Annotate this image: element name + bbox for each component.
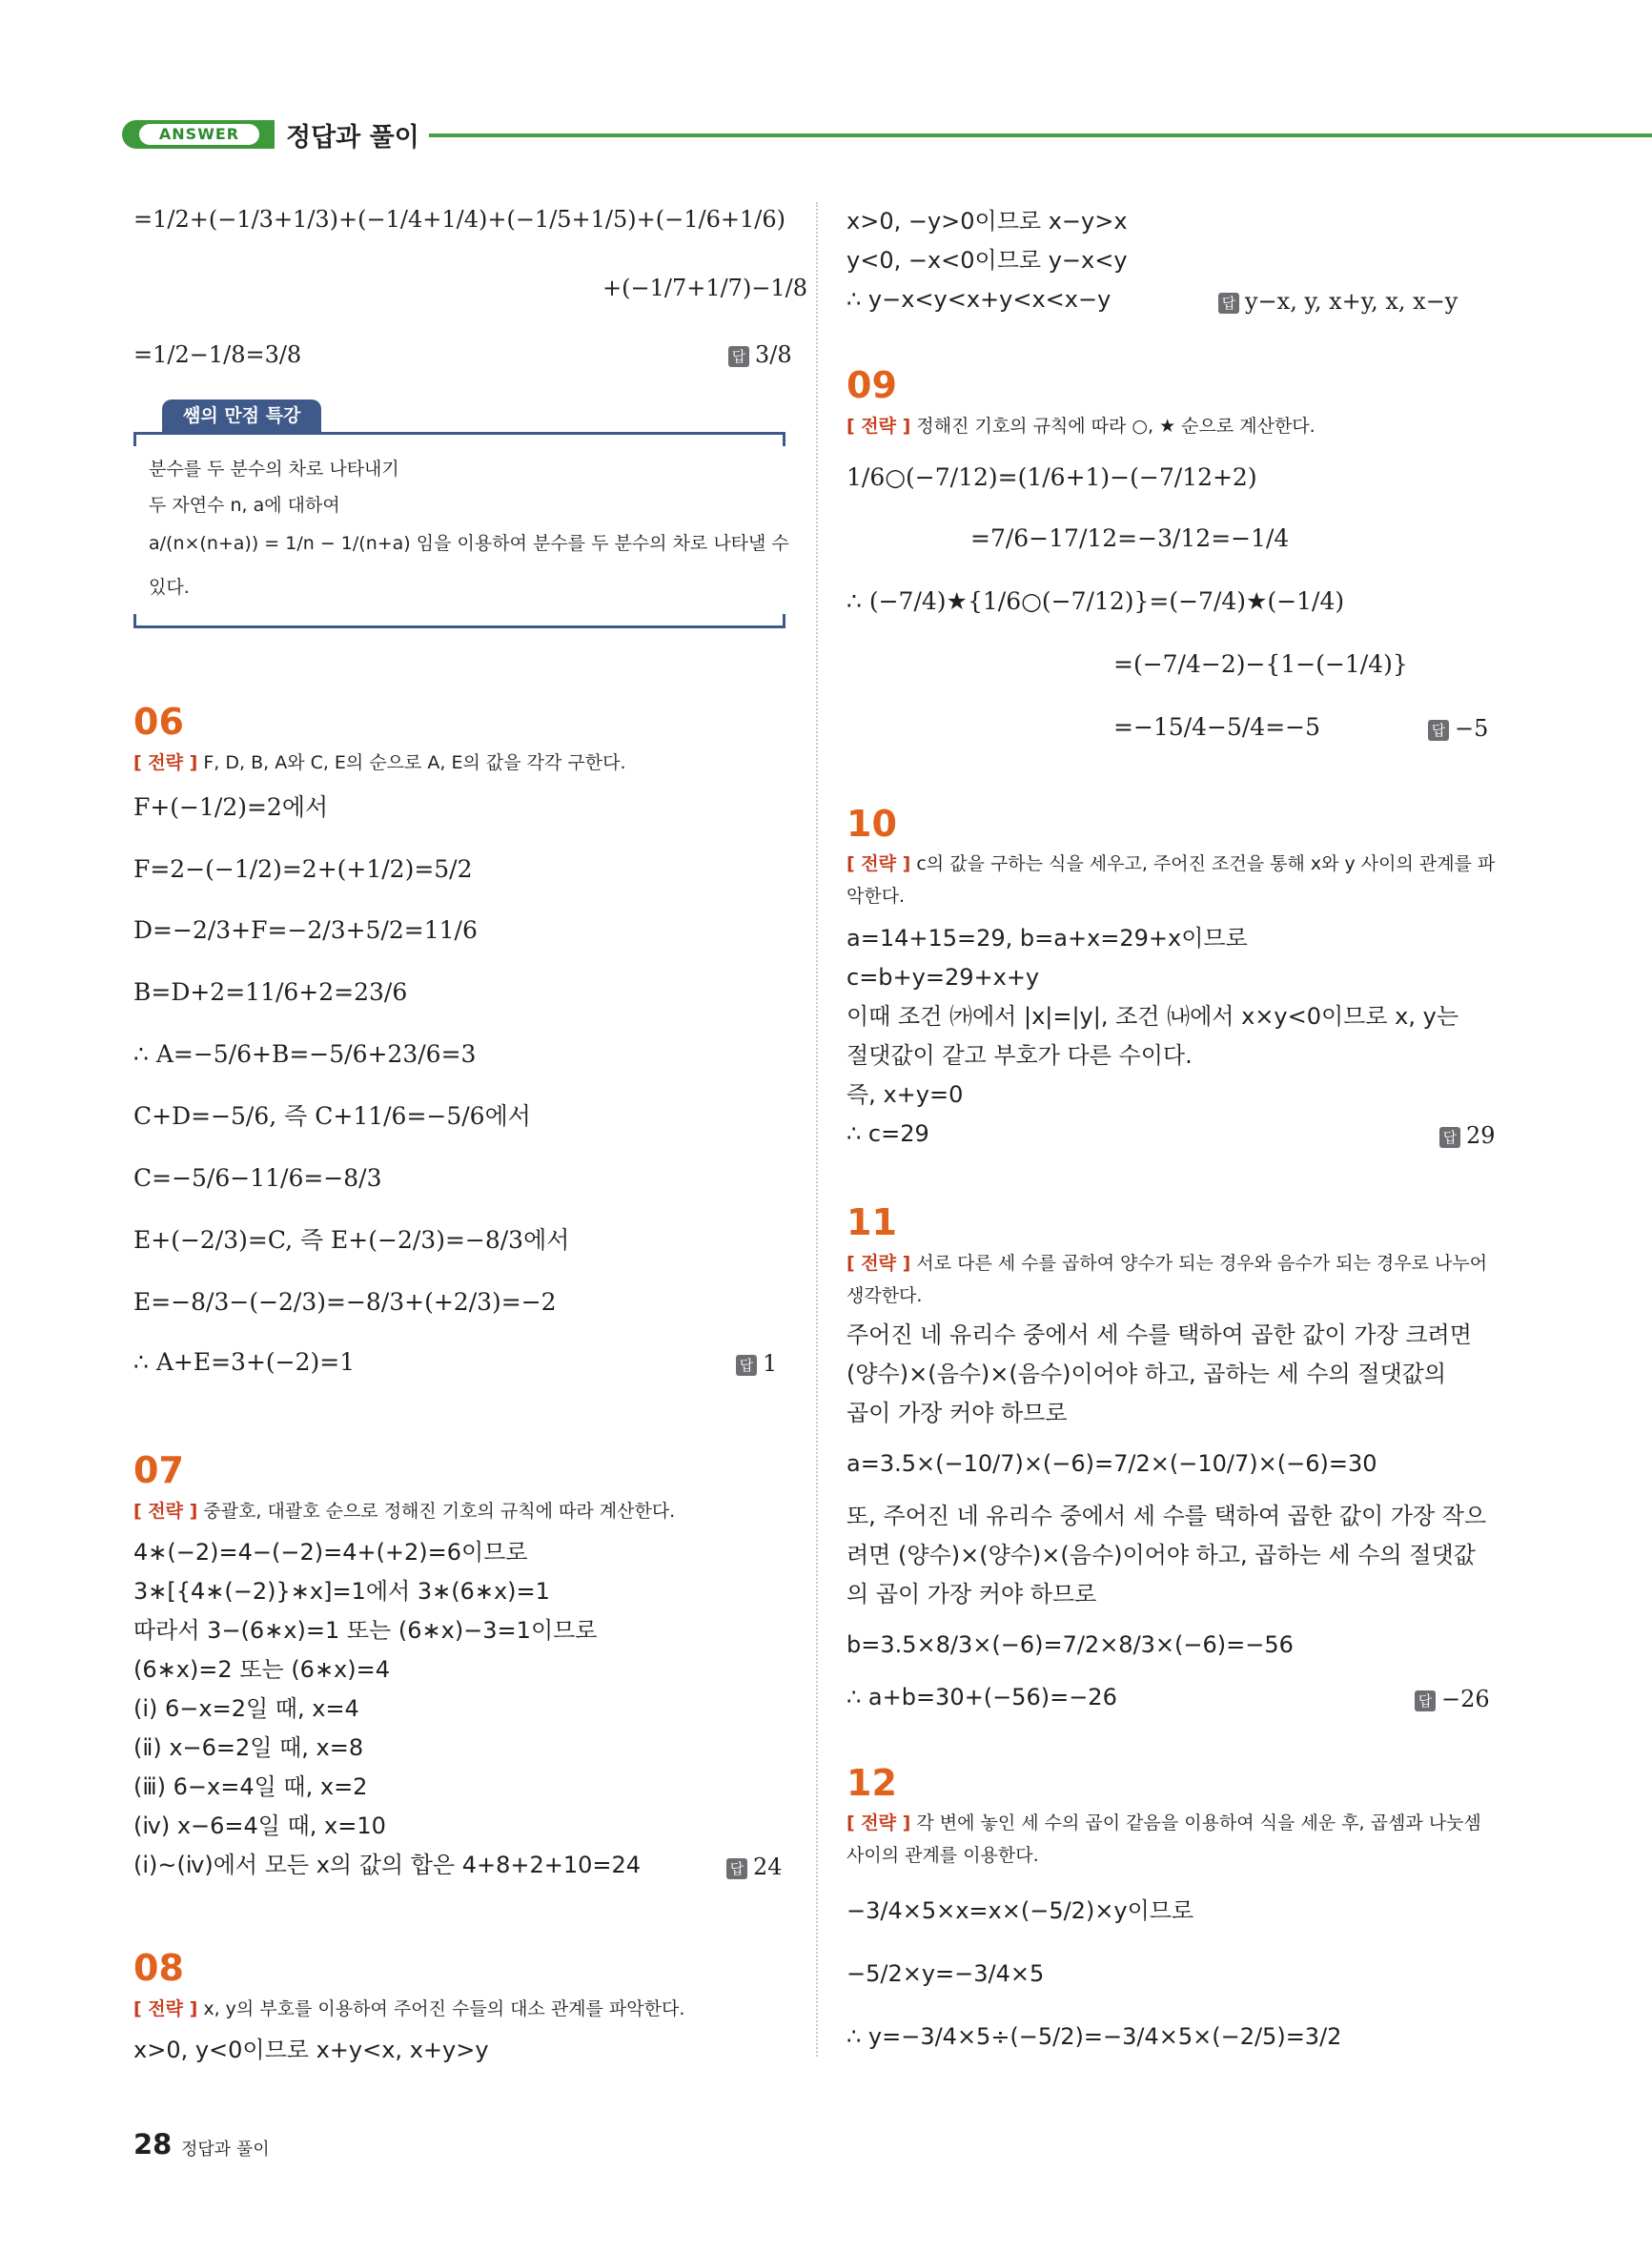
answer-09 [1428,715,1488,742]
top-answer-value: 3/8 [755,341,792,368]
solution-10-line-3: 이때 조건 ㈎에서 |x|=|y|, 조건 ㈏에서 x×y<0이므로 x, y는 [846,1003,1459,1030]
problem-number-06: 06 [133,701,184,743]
answer-07-value: 24 [753,1854,783,1880]
solution-06-line-9: E=−8/3−(−2/3)=−8/3+(+2/3)=−2 [133,1288,557,1316]
strategy-text: 각 변에 놓인 세 수의 곱이 같음을 이용하여 식을 세운 후, 곱셈과 나눗셈 사이의 관계를 이용한다. [846,1813,1481,1866]
strategy-11 [846,1247,1504,1312]
box-corner [783,614,785,625]
solution-10-line-4: 절댓값이 같고 부호가 다른 수이다. [846,1042,1193,1069]
solution-12-line-2: −5/2×y=−3/4×5 [846,1960,1045,1987]
strategy-text: x, y의 부호를 이용하여 주어진 수들의 대소 관계를 파악한다. [203,1998,685,2019]
strategy-tag: [ 전략 ] [133,1998,198,2019]
solution-06-line-1: F+(−1/2)=2에서 [133,793,329,821]
page-number: 28 [133,2128,173,2161]
solution-10-line-5: 즉, x+y=0 [846,1081,964,1108]
tip-box-tab: 쌤의 만점 특강 [162,399,321,432]
problem-number-11: 11 [846,1201,897,1243]
problem-number-10: 10 [846,803,897,845]
solution-12-line-1: −3/4×5×x=x×(−5/2)×y이므로 [846,1897,1194,1924]
strategy-text: F, D, B, A와 C, E의 순으로 A, E의 값을 각각 구한다. [203,752,626,773]
solution-08-line-1: x>0, y<0이므로 x+y<x, x+y>y [133,2037,489,2063]
answer-08 [1218,288,1458,315]
solution-06-line-2: F=2−(−1/2)=2+(+1/2)=5/2 [133,855,473,883]
answer-06 [736,1350,777,1377]
solution-09-line-5: =−15/4−5/4=−5 [1113,713,1321,741]
solution-06-line-6: C+D=−5/6, 즉 C+11/6=−5/6에서 [133,1102,531,1130]
solution-06-line-5: ∴ A=−5/6+B=−5/6+23/6=3 [133,1040,477,1068]
answer-badge [122,120,275,149]
tip-box-line-2: 임을 이용하여 분수를 두 분수의 차로 나타낼 수 [416,533,789,554]
problem-number-08: 08 [133,1947,184,1989]
answer-mark-icon: 답 [1218,293,1239,314]
strategy-text: 정해진 기호의 규칙에 따라 ○, ★ 순으로 계산한다. [916,416,1315,437]
top-calc-line-3: =1/2−1/8=3/8 [133,341,302,368]
solution-10-line-6: ∴ c=29 [846,1120,929,1147]
solution-08-line-3: y<0, −x<0이므로 y−x<y [846,247,1128,274]
solution-07-line-9: (ⅰ)~(ⅳ)에서 모든 x의 값의 합은 4+8+2+10=24 [133,1852,642,1878]
solution-06-line-10: ∴ A+E=3+(−2)=1 [133,1348,356,1376]
problem-number-12: 12 [846,1762,897,1804]
solution-06-line-7: C=−5/6−11/6=−8/3 [133,1164,382,1192]
solution-11-line-6: 려면 (양수)×(양수)×(음수)이어야 하고, 곱하는 세 수의 절댓값 [846,1542,1476,1568]
answer-06-value: 1 [763,1350,778,1377]
solution-06-line-3: D=−2/3+F=−2/3+5/2=11/6 [133,916,478,944]
solution-10-line-1: a=14+15=29, b=a+x=29+x이므로 [846,925,1248,952]
tip-box-line-1: 두 자연수 n, a에 대하여 [149,495,340,516]
strategy-tag: [ 전략 ] [846,1253,911,1274]
column-divider [816,202,818,2057]
strategy-10 [846,848,1504,912]
solution-07-line-6: (ⅱ) x−6=2일 때, x=8 [133,1734,364,1761]
strategy-tag: [ 전략 ] [846,853,911,874]
top-calc-line-1: =1/2+(−1/3+1/3)+(−1/4+1/4)+(−1/5+1/5)+(−1/6+1/6) [133,206,785,233]
header-rule [429,133,1652,137]
strategy-tag: [ 전략 ] [846,1813,911,1833]
answer-mark-icon: 답 [1428,720,1449,741]
answer-10-value: 29 [1466,1122,1496,1149]
tip-box-formula: a/(n×(n+a)) = 1/n − 1/(n+a) [149,533,411,554]
solution-07-line-2: 3∗[{4∗(−2)}∗x]=1에서 3∗(6∗x)=1 [133,1578,550,1605]
page-header [122,114,1652,156]
solution-11-line-9: ∴ a+b=30+(−56)=−26 [846,1684,1117,1710]
solution-07-line-4: (6∗x)=2 또는 (6∗x)=4 [133,1656,391,1683]
solution-11-line-8: b=3.5×8/3×(−6)=7/2×8/3×(−6)=−56 [846,1631,1294,1658]
tip-box-line-3: 있다. [149,577,190,598]
answer-07 [726,1854,783,1880]
solution-08-line-4: ∴ y−x<y<x+y<x<x−y [846,286,1112,313]
solution-11-line-3: 곱이 가장 커야 하므로 [846,1400,1068,1426]
strategy-06 [133,747,791,779]
tip-box [133,405,789,626]
answer-badge-label: ANSWER [139,124,259,145]
top-answer [728,341,792,368]
answer-mark-icon: 답 [736,1355,757,1376]
solution-09-line-4: =(−7/4−2)−{1−(−1/4)} [1113,650,1408,678]
answer-mark-icon: 답 [1415,1690,1436,1711]
strategy-09 [846,410,1504,442]
strategy-08 [133,1993,791,2025]
solution-07-line-1: 4∗(−2)=4−(−2)=4+(+2)=6이므로 [133,1539,528,1566]
answer-11-value: −26 [1441,1686,1490,1712]
problem-number-09: 09 [846,364,897,406]
answer-09-value: −5 [1455,715,1489,742]
solution-06-line-8: E+(−2/3)=C, 즉 E+(−2/3)=−8/3에서 [133,1226,570,1254]
solution-11-line-7: 의 곱이 가장 커야 하므로 [846,1581,1097,1608]
strategy-text: 중괄호, 대괄호 순으로 정해진 기호의 규칙에 따라 계산한다. [203,1501,676,1522]
answer-11 [1415,1686,1490,1712]
strategy-tag: [ 전략 ] [133,752,198,773]
top-calc-line-2: +(−1/7+1/7)−1/8 [602,275,808,301]
solution-11-line-4: a=3.5×(−10/7)×(−6)=7/2×(−10/7)×(−6)=30 [846,1450,1377,1477]
solution-07-line-3: 따라서 3−(6∗x)=1 또는 (6∗x)−3=1이므로 [133,1617,598,1644]
solution-09-line-1: 1/6○(−7/12)=(1/6+1)−(−7/12+2) [846,463,1257,491]
solution-11-line-5: 또, 주어진 네 유리수 중에서 세 수를 택하여 곱한 값이 가장 작으 [846,1503,1487,1529]
strategy-12 [846,1807,1504,1872]
answer-mark-icon: 답 [726,1858,747,1879]
header-title: 정답과 풀이 [286,123,419,153]
tip-box-title: 분수를 두 분수의 차로 나타내기 [149,459,399,480]
strategy-text: c의 값을 구하는 식을 세우고, 주어진 조건을 통해 x와 y 사이의 관계를 파악한다. [846,853,1496,907]
strategy-tag: [ 전략 ] [133,1501,198,1522]
solution-12-line-3: ∴ y=−3/4×5÷(−5/2)=−3/4×5×(−2/5)=3/2 [846,2023,1342,2050]
solution-07-line-5: (ⅰ) 6−x=2일 때, x=4 [133,1695,359,1722]
solution-11-line-2: (양수)×(음수)×(음수)이어야 하고, 곱하는 세 수의 절댓값의 [846,1361,1447,1387]
answer-08-value: y−x, y, x+y, x, x−y [1245,288,1458,315]
solution-09-line-2: =7/6−17/12=−3/12=−1/4 [970,524,1290,552]
answer-mark-icon: 답 [728,346,749,367]
solution-11-line-1: 주어진 네 유리수 중에서 세 수를 택하여 곱한 값이 가장 크려면 [846,1321,1472,1348]
strategy-tag: [ 전략 ] [846,416,911,437]
box-corner [133,614,136,625]
solution-09-line-3: ∴ (−7/4)★{1/6○(−7/12)}=(−7/4)★(−1/4) [846,587,1345,615]
solution-07-line-7: (ⅲ) 6−x=4일 때, x=2 [133,1773,368,1800]
answer-mark-icon: 답 [1439,1127,1460,1148]
footer-label: 정답과 풀이 [181,2140,270,2160]
strategy-text: 서로 다른 세 수를 곱하여 양수가 되는 경우와 음수가 되는 경우로 나누어 생각한다. [846,1253,1488,1306]
tip-box-formula-line [149,529,789,555]
solution-08-line-2: x>0, −y>0이므로 x−y>x [846,208,1128,235]
answer-10 [1439,1122,1496,1149]
solution-07-line-8: (ⅳ) x−6=4일 때, x=10 [133,1813,386,1839]
strategy-07 [133,1495,791,1527]
solution-10-line-2: c=b+y=29+x+y [846,964,1040,991]
problem-number-07: 07 [133,1449,184,1491]
solution-06-line-4: B=D+2=11/6+2=23/6 [133,978,408,1006]
